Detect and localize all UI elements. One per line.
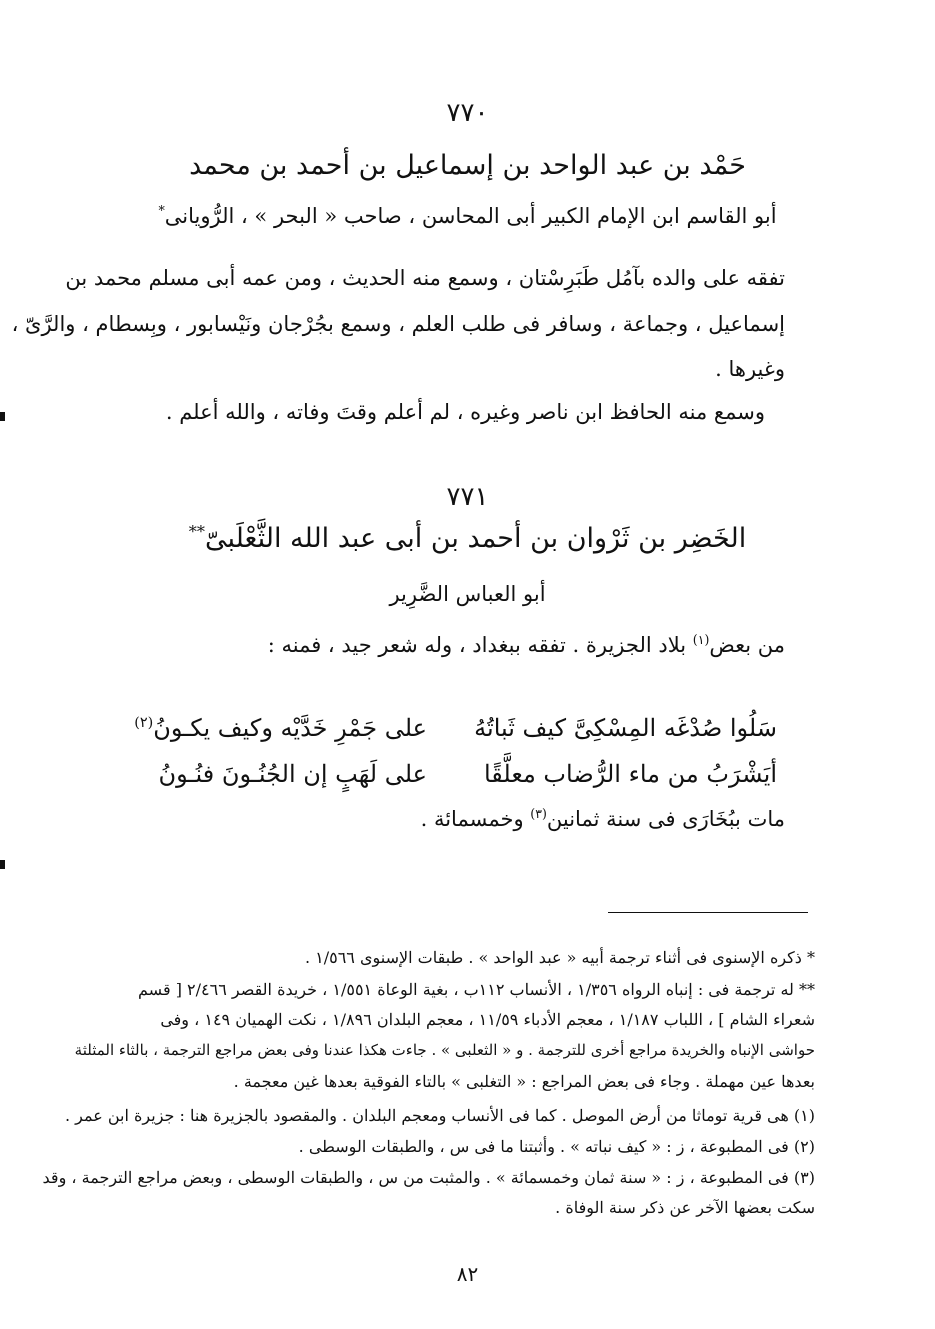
body-line: من بعض$^{(١)}$ بلاد الجزيرة . تفقه ببغداد ، وله شعر جيد ، فمنه : bbox=[267, 632, 785, 657]
poem-hemistich-first: سَلُوا صُدْغَه المِسْكِىَّ كيف ثَباتُهُ bbox=[474, 714, 777, 742]
entry-title bbox=[0, 522, 935, 554]
page-number: ٨٢ bbox=[456, 1262, 479, 1286]
entry-number: ٧٧٠ bbox=[446, 98, 489, 128]
footnote-line: * ذكره الإسنوى فى أثناء ترجمة أبيه « عبد الواحد » . طبقات الإسنوى ١/٥٦٦ . bbox=[304, 948, 815, 967]
scan-edge-mark bbox=[0, 412, 5, 421]
scan-edge-mark bbox=[0, 860, 5, 869]
body-line: وسمع منه الحافظ ابن ناصر وغيره ، لم أعلم وقتَ وفاته ، والله أعلم . bbox=[165, 400, 765, 424]
footnote-line: شعراء الشام ] ، اللباب ١/١٨٧ ، معجم الأدباء ١١/٥٩ ، معجم البلدان ١/٨٩٦ ، نكت الهميان ١٤٩ ، وفى bbox=[160, 1010, 815, 1029]
subtitle-text: أبو القاسم ابن الإمام الكبير أبى المحاسن ، صاحب « البحر » ، الرُّويانى bbox=[164, 204, 777, 228]
entry-number: ٧٧١ bbox=[446, 482, 489, 512]
body-line: وغيرها . bbox=[715, 357, 785, 381]
body-line: تفقه على والده بآمُل طَبَرِسْتان ، وسمع منه الحديث ، ومن عمه أبى مسلم محمد بن bbox=[65, 266, 785, 290]
entry-subtitle bbox=[0, 203, 935, 228]
footnote-line: سكت بعضها الآخر عن ذكر سنة الوفاة . bbox=[555, 1198, 815, 1217]
title-text: الخَضِر بن ثَرْوان بن أحمد بن أبى عبد الله الثَّعْلَبىّ bbox=[204, 523, 747, 554]
footnote-mark: * bbox=[158, 203, 165, 218]
footnote-line: بعدها عين مهملة . وجاء فى بعض المراجع : « التغلبى » بالتاء الفوقية بعدها غين معجمة . bbox=[233, 1072, 815, 1091]
footnote-line: (٣) فى المطبوعة ، ز : « سنة ثمان وخمسمائة » . والمثبت من س ، والطبقات الوسطى ، وبعض مراجع الترجمة ، وقد bbox=[42, 1168, 815, 1187]
body-line: إسماعيل ، وجماعة ، وسافر فى طلب العلم ، وسمع بجُرْجان ونَيْسابور ، وبِسطام ، والرَّىّ ، bbox=[11, 312, 785, 336]
footnote-mark: ** bbox=[188, 522, 205, 541]
footnote-ref: (٢) bbox=[134, 715, 154, 731]
body-line: مات ببُخَارَى فى سنة ثمانين$^{(٣)}$ وخمسمائة . bbox=[420, 806, 785, 831]
footnote-ref: (٣) bbox=[530, 806, 547, 821]
poem-hemistich-first: أيَشْرَبُ من ماء الرُّضاب معلَّقًا bbox=[483, 760, 777, 788]
entry-subtitle: أبو العباس الضَّرِير bbox=[389, 582, 546, 606]
footnote-line: (١) هى قرية توماثا من أرض الموصل . كما فى الأنساب ومعجم البلدان . والمقصود بالجزيرة هنا : جزيرة ابن عمر . bbox=[64, 1106, 815, 1125]
footnote-line: ** له ترجمة فى : إنباه الرواه ١/٣٥٦ ، الأنساب ١١٢ب ، بغية الوعاة ١/٥٥١ ، خريدة القصر ٢/٤٦٦ [ قسم bbox=[138, 980, 815, 999]
entry-title: حَمْد بن عبد الواحد بن إسماعيل بن أحمد بن محمد bbox=[189, 150, 746, 181]
poem-hemistich-second: على لَهَبٍ إن الجُنُـونَ فنُـونُ bbox=[158, 760, 427, 788]
footnote-line: حواشى الإنباه والخريدة مراجع أخرى للترجمة . و « الثعلبى » . جاءت هكذا عندنا وفى بعض مراجع الترجمة ، بالثاء المثلثة bbox=[74, 1041, 815, 1059]
poem-hemistich-second: على جَمْرِ خَدَّيْه وكيف يكـونُ$^{(٢)}$ bbox=[134, 714, 427, 742]
footnote-separator bbox=[608, 912, 808, 913]
footnote-ref: (١) bbox=[692, 632, 710, 647]
footnote-line: (٢) فى المطبوعة ، ز : « كيف نباته » . وأثبتنا ما فى س ، والطبقات الوسطى . bbox=[298, 1137, 815, 1156]
